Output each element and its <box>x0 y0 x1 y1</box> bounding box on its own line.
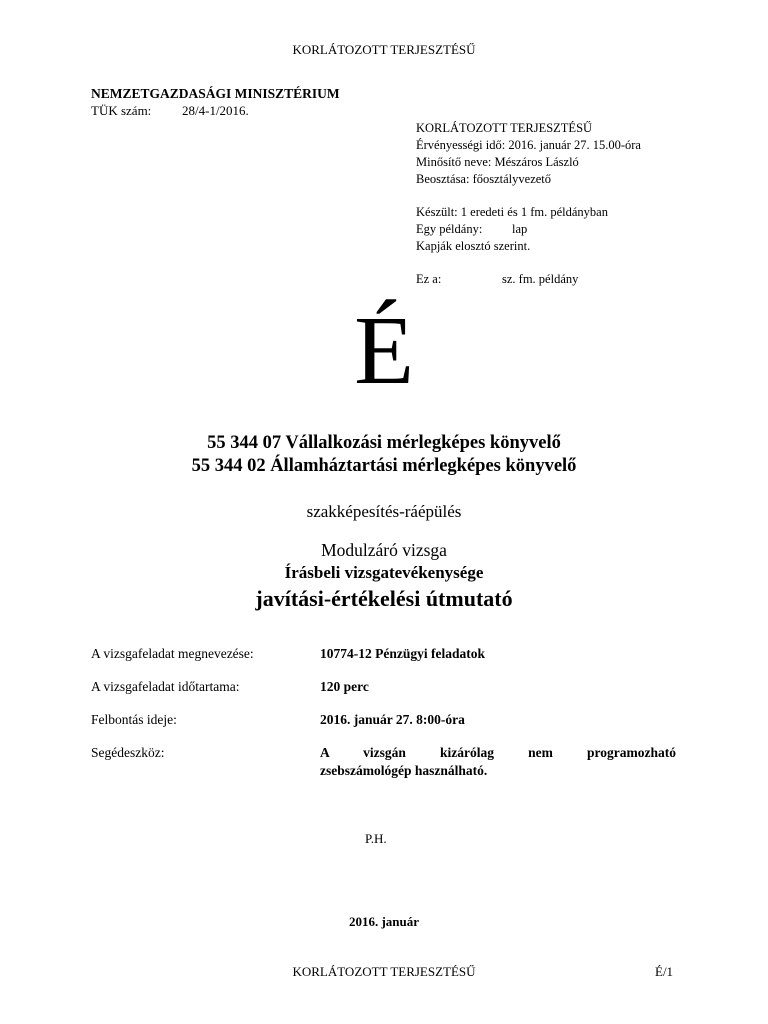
detail-value-duration: 120 perc <box>320 679 369 694</box>
position-line: Beosztása: főosztályvezető <box>416 172 552 186</box>
distribution-line: Kapják elosztó szerint. <box>416 239 531 253</box>
this-copy-label: Ez a: <box>416 272 442 286</box>
big-letter-e: É <box>354 297 414 405</box>
classification-title: KORLÁTOZOTT TERJESZTÉSŰ <box>416 121 593 135</box>
validity-line: Érvényességi idő: 2016. január 27. 15.00-óra <box>416 138 641 152</box>
detail-value-tool-line1: A vizsgán kizárólag nem programozható <box>320 745 676 760</box>
this-copy-value: sz. fm. példány <box>502 272 579 286</box>
classifier-line: Minősítő neve: Mészáros László <box>416 155 579 169</box>
detail-value-tool-line2: zsebszámológép használható. <box>320 763 488 778</box>
detail-value-opening: 2016. január 27. 8:00-óra <box>320 712 465 727</box>
document-date: 2016. január <box>348 914 420 929</box>
stamp-placeholder: P.H. <box>365 831 387 846</box>
header-classification: KORLÁTOZOTT TERJESZTÉSŰ <box>292 42 476 57</box>
made-line: Készült: 1 eredeti és 1 fm. példányban <box>416 205 608 219</box>
detail-value-name: 10774-12 Pénzügyi feladatok <box>320 646 485 661</box>
subtitle: szakképesítés-ráépülés <box>306 502 462 521</box>
copy-value: lap <box>512 222 528 236</box>
copy-label: Egy példány: <box>416 222 483 236</box>
detail-label-name: A vizsgafeladat megnevezése: <box>91 646 254 661</box>
footer-classification: KORLÁTOZOTT TERJESZTÉSŰ <box>292 964 476 979</box>
exam-activity: Írásbeli vizsgatevékenysége <box>284 563 484 582</box>
detail-label-opening: Felbontás ideje: <box>91 712 177 727</box>
detail-label-duration: A vizsgafeladat időtartama: <box>91 679 240 694</box>
qualification-1: 55 344 07 Vállalkozási mérlegképes könyvelő <box>207 433 561 453</box>
tuk-number: 28/4-1/2016. <box>182 103 249 118</box>
footer-page-number: É/1 <box>655 964 674 979</box>
exam-type: Modulzáró vizsga <box>321 540 447 560</box>
detail-label-tool: Segédeszköz: <box>91 745 165 760</box>
tuk-label: TÜK szám: <box>91 103 152 118</box>
qualification-2: 55 344 02 Államháztartási mérlegképes könyvelő <box>191 456 577 476</box>
exam-guide: javítási-értékelési útmutató <box>255 586 513 611</box>
ministry-name: NEMZETGAZDASÁGI MINISZTÉRIUM <box>91 86 340 101</box>
